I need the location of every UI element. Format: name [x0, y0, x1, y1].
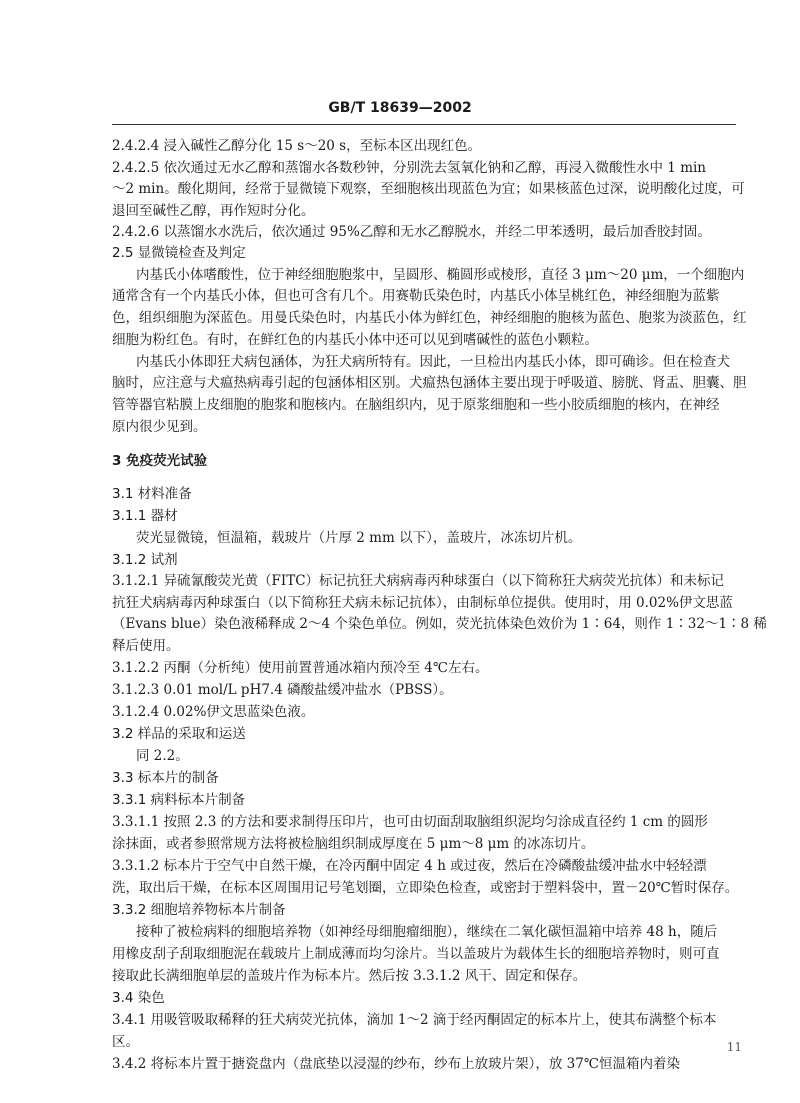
text-line: 用橡皮刮子刮取细胞泥在载玻片上制成薄而均匀涂片。当以盖玻片为载体生长的细胞培养物时，则可直	[112, 946, 720, 962]
paragraph-line: 荧光显微镜，恒温箱，载玻片（片厚 2 mm 以下），盖玻片，冰冻切片机。	[136, 530, 582, 546]
clause-3-1-2-4: 3.1.2.4 0.02%伊文思蓝染色液。	[112, 704, 315, 720]
text-line: 色，组织细胞为深蓝色。用曼氏染色时，内基氏小体为鲜红色，神经细胞的胞核为蓝色、胞浆为淡蓝色，红	[112, 310, 747, 326]
text-line: 涂抹面，或者参照常规方法将被检脑组织制成厚度在 5 μm～8 μm 的冰冻切片。	[112, 836, 595, 852]
text-line: ～2 min。酸化期间，经常于显微镜下观察，至细胞核出现蓝色为宜；如果核蓝色过深，说明酸化过度，可	[112, 181, 745, 197]
text-line: 脑时，应注意与犬瘟热病毒引起的包涵体相区别。犬瘟热包涵体主要出现于呼吸道、膀胱、肾盂、胆囊、胆	[112, 375, 747, 391]
text-line: 释后使用。	[112, 638, 180, 654]
clause-3-3-1-1: 3.3.1.1 按照 2.3 的方法和要求制得压印片，也可由切面刮取脑组织泥均匀涂成直径约 1 cm 的圆形	[112, 814, 708, 830]
text-line: 原内很少见到。	[112, 419, 207, 435]
text-line: 通常含有一个内基氏小体，但也可含有几个。用赛勒氏染色时，内基氏小体呈桃红色，神经细胞为蓝紫	[112, 288, 720, 304]
section-heading-3-3-1: 3.3.1 病料标本片制备	[112, 792, 246, 808]
text-line: （Evans blue）染色液稀释成 2～4 个染色单位。例如，荧光抗体染色效价为 1∶64，则作 1∶32～1∶8 稀	[112, 616, 767, 632]
section-heading-3-1: 3.1 材料准备	[112, 486, 192, 502]
section-heading-2-5: 2.5 显微镜检查及判定	[112, 245, 246, 261]
text-line: 退回至碱性乙醇，再作短时分化。	[112, 203, 315, 219]
section-heading-3-3-2: 3.3.2 细胞培养物标本片制备	[112, 902, 286, 918]
section-heading-3-4: 3.4 染色	[112, 990, 165, 1006]
paragraph-line: 内基氏小体嗜酸性，位于神经细胞胞浆中，呈圆形、椭圆形或棱形，直径 3 μm～20 μm，一个细胞内	[136, 267, 745, 283]
text-line: 抗狂犬病病毒丙种球蛋白（以下简称狂犬病未标记抗体），由制标单位提供。使用时，用 0.02%伊文思蓝	[112, 595, 733, 611]
section-heading-3-1-1: 3.1.1 器材	[112, 508, 178, 524]
paragraph-line: 接种了被检病料的细胞培养物（如神经母细胞瘤细胞），继续在二氧化碳恒温箱中培养 48 h，随后	[136, 924, 718, 940]
section-heading-3-3: 3.3 标本片的制备	[112, 770, 219, 786]
clause-3-1-2-2: 3.1.2.2 丙酮（分析纯）使用前置普通冰箱内预冷至 4℃左右。	[112, 660, 489, 676]
clause-2-4-2-5: 2.4.2.5 依次通过无水乙醇和蒸馏水各数秒钟，分别洗去氢氧化钠和乙醇，再浸入微酸性水中 1 min	[112, 160, 707, 176]
text-line: 洗，取出后干燥，在标本区周围用记号笔划圈，立即染色检查，或密封于塑料袋中，置－20℃暂时保存。	[112, 880, 739, 896]
section-heading-3-2: 3.2 样品的采取和运送	[112, 726, 246, 742]
clause-2-4-2-6: 2.4.2.6 以蒸馏水水洗后，依次通过 95%乙醇和无水乙醇脱水，并经二甲苯透明，最后加香胶封固。	[112, 224, 711, 240]
text-line: 区。	[112, 1034, 139, 1050]
clause-3-1-2-1: 3.1.2.1 异硫氰酸荧光黄（FITC）标记抗狂犬病病毒丙种球蛋白（以下简称狂犬病荧光抗体）和未标记	[112, 573, 725, 589]
clause-2-4-2-4: 2.4.2.4 浸入碱性乙醇分化 15 s～20 s，至标本区出现红色。	[112, 138, 482, 154]
section-heading-3-1-2: 3.1.2 试剂	[112, 552, 178, 568]
page-number: 11	[726, 1040, 742, 1054]
paragraph-line: 同 2.2。	[136, 748, 189, 764]
text-line: 细胞为粉红色。有时，在鲜红色的内基氏小体中还可以见到嗜碱性的蓝色小颗粒。	[112, 332, 598, 348]
clause-3-3-1-2: 3.3.1.2 标本片于空气中自然干燥，在冷丙酮中固定 4 h 或过夜，然后在冷磷酸盐缓冲盐水中轻轻漂	[112, 858, 707, 874]
text-line: 接取此长满细胞单层的盖玻片作为标本片。然后按 3.3.1.2 风干、固定和保存。	[112, 968, 587, 984]
clause-3-4-2: 3.4.2 将标本片置于搪瓷盘内（盘底垫以浸湿的纱布，纱布上放玻片架），放 37℃恒温箱内着染	[112, 1056, 680, 1072]
section-heading-3: 3 免疫荧光试验	[112, 453, 208, 469]
text-line: 管等器官粘膜上皮细胞的胞浆和胞核内。在脑组织内，见于原浆细胞和一些小胶质细胞的核内，在神经	[112, 397, 720, 413]
standard-code-header: GB/T 18639—2002	[328, 100, 472, 116]
clause-3-1-2-3: 3.1.2.3 0.01 mol/L pH7.4 磷酸盐缓冲盐水（PBSS）。	[112, 682, 453, 698]
paragraph-line: 内基氏小体即狂犬病包涵体，为狂犬病所特有。因此，一旦检出内基氏小体，即可确诊。但在检查犬	[136, 354, 730, 370]
header-rule	[112, 124, 736, 125]
clause-3-4-1: 3.4.1 用吸管吸取稀释的狂犬病荧光抗体，滴加 1～2 滴于经丙酮固定的标本片上，使其布满整个标本	[112, 1012, 717, 1028]
